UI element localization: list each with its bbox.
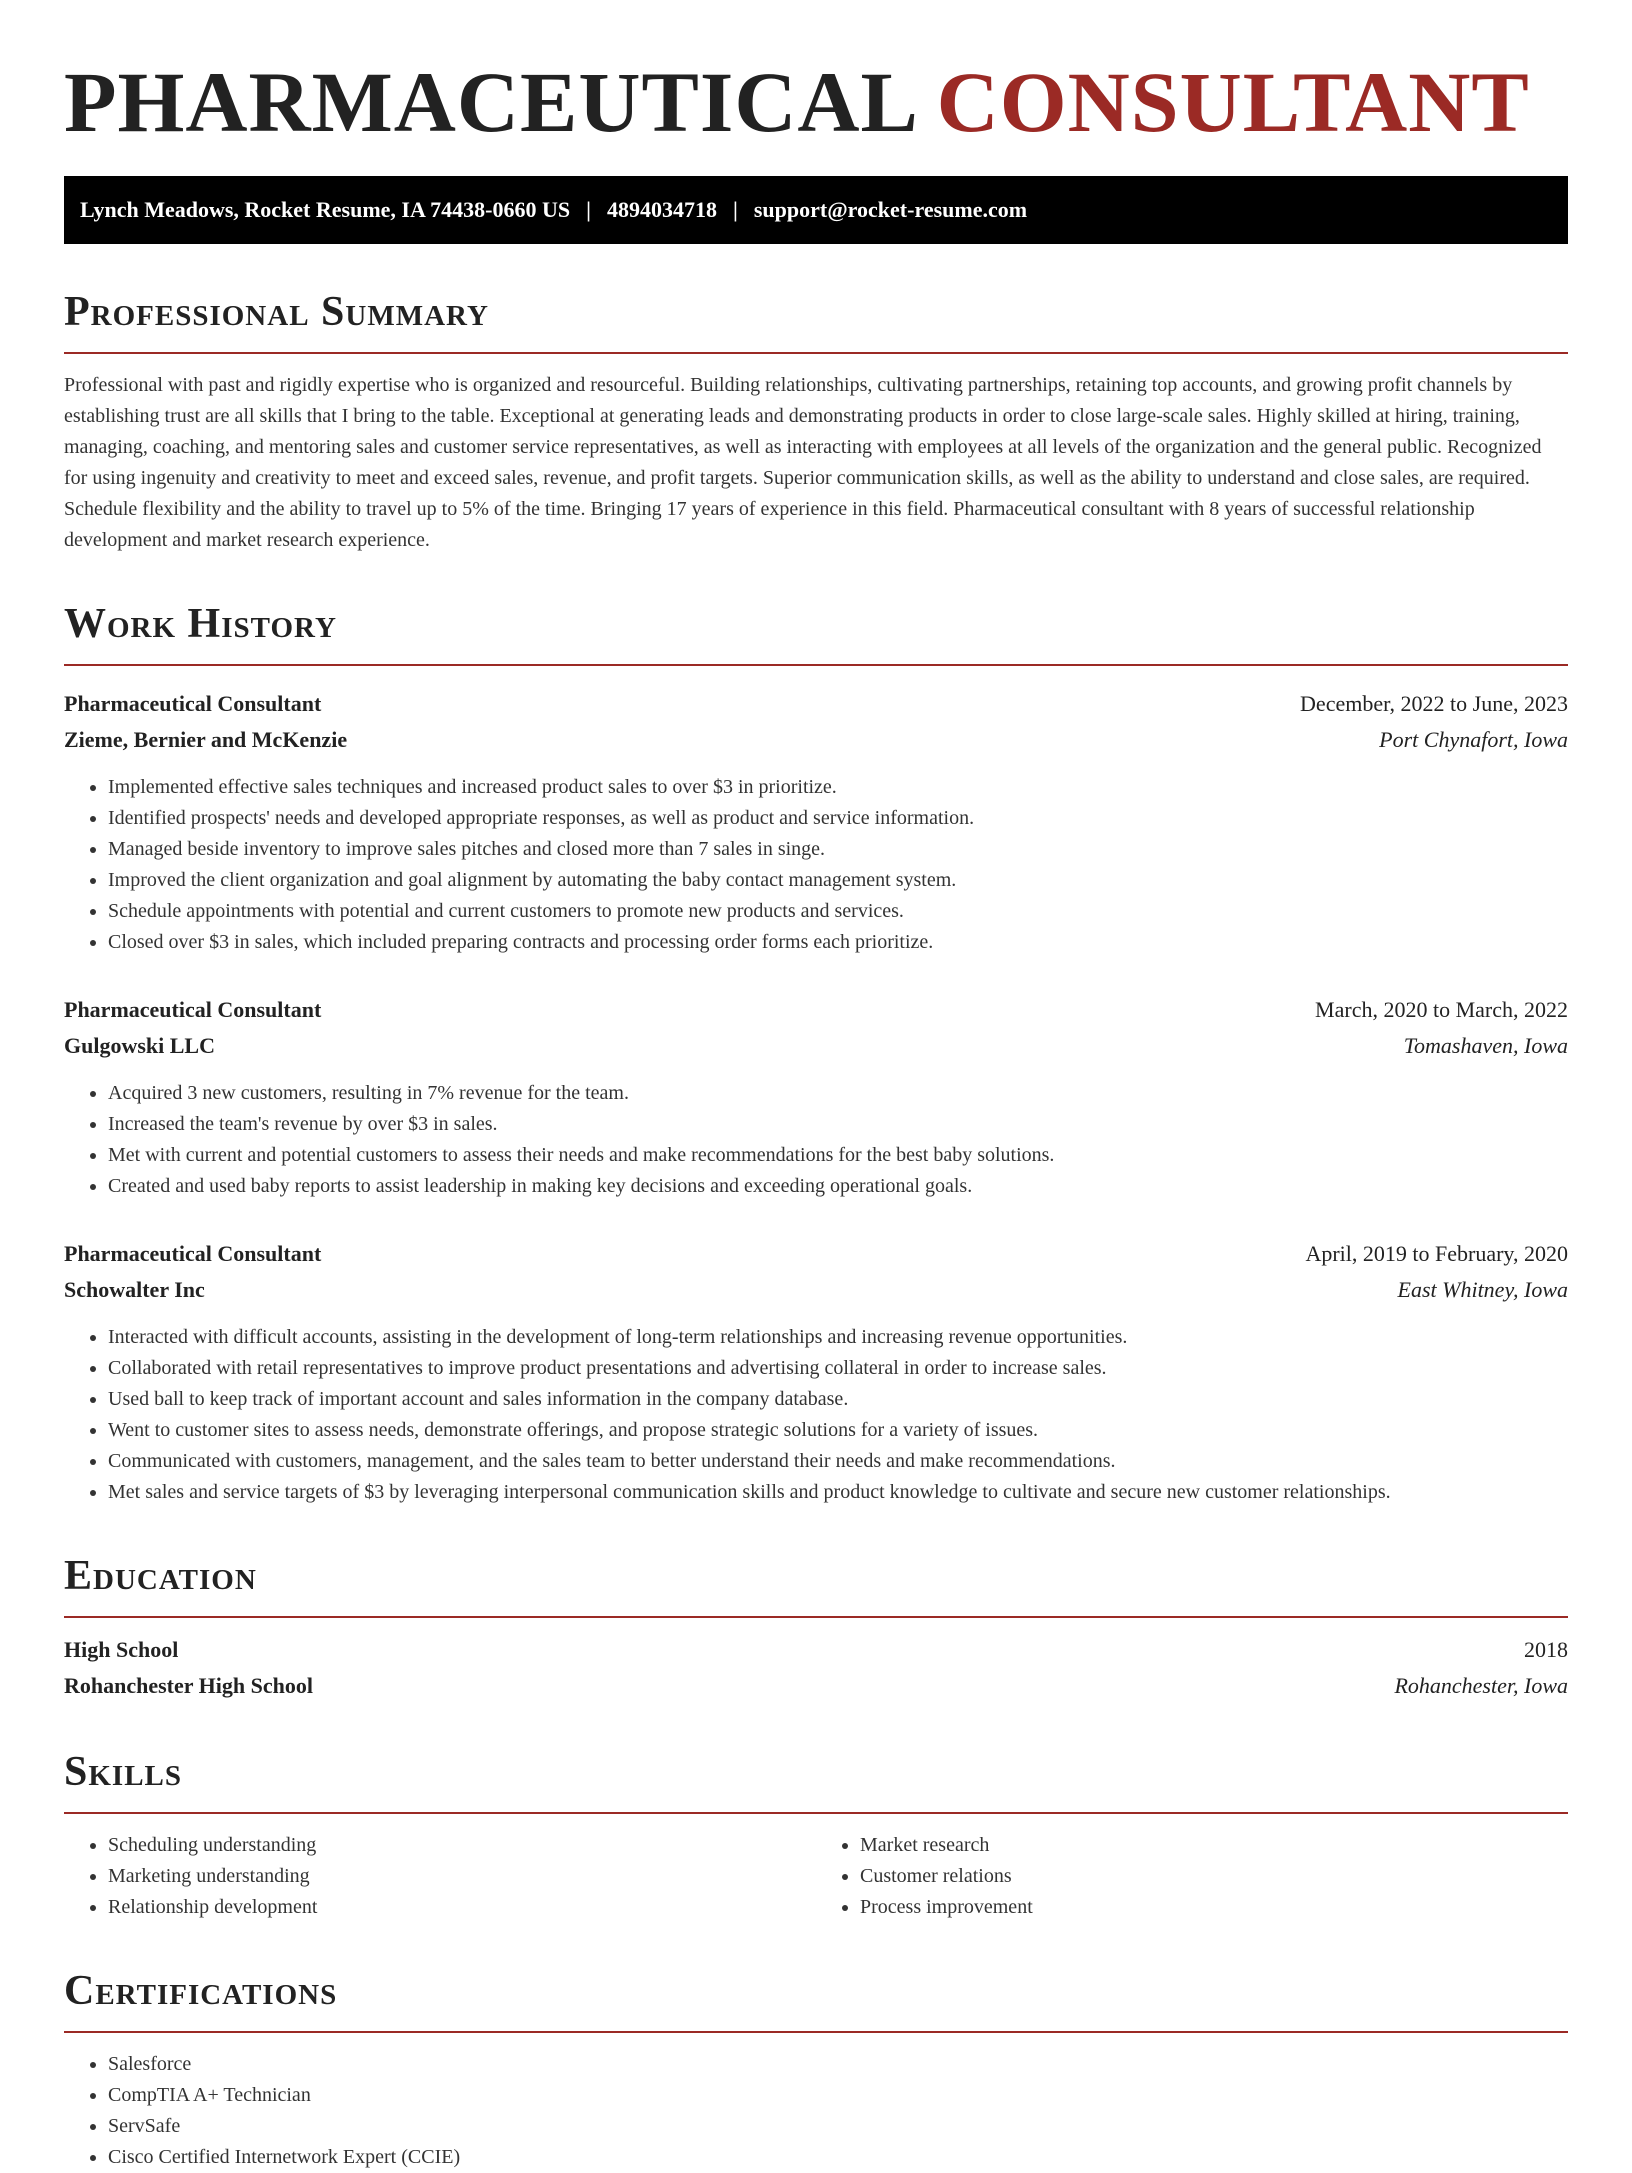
contact-bar — [64, 176, 1568, 244]
job-entry — [64, 992, 1568, 1202]
section-title: Skills — [64, 1746, 1568, 1814]
job-location: Port Chynafort, Iowa — [1379, 727, 1568, 752]
resume-name — [64, 52, 1568, 152]
section-title: Education — [64, 1550, 1568, 1618]
education-entry — [64, 1632, 1568, 1704]
summary-section — [64, 286, 1568, 556]
job-role: Pharmaceutical Consultant — [64, 1241, 322, 1266]
job-company: Gulgowski LLC — [64, 1033, 215, 1058]
job-entry — [64, 1236, 1568, 1508]
list-item: • Communicated with customers, management, and the sales team to better understand their needs and make recommendations. — [108, 1446, 1568, 1477]
list-item: • Salesforce — [108, 2049, 1568, 2080]
list-item: • Increased the team's revenue by over $3 in sales. — [108, 1109, 1568, 1140]
skills-list-right — [816, 1830, 1568, 1923]
summary-text: Professional with past and rigidly expertise who is organized and resourceful. Building relationships, cultivating partnerships, retaining top accounts, and growing profit channels by establishing trust are all skills that I bring to the table. Exceptional at generating leads and demonstrating products in order to close large-scale sales. Highly skilled at hiring, training, managing, coaching, and mentoring sales and customer service representatives, as well as interacting with employees at all levels of the organization and the general public. Recognized for using ingenuity and creativity to meet and exceed sales, revenue, and profit targets. Superior communication skills, as well as the ability to understand and close sales, are required. Schedule flexibility and the ability to travel up to 5% of the time. Bringing 17 years of experience in this field. Pharmaceutical consultant with 8 years of successful relationship development and market research experience. — [64, 374, 1542, 551]
list-item: • Customer relations — [860, 1861, 1568, 1892]
job-bullets — [64, 1322, 1568, 1508]
list-item: • Market research — [860, 1830, 1568, 1861]
list-item: • Closed over $3 in sales, which included preparing contracts and processing order forms each prioritize. — [108, 927, 1568, 958]
list-item: • Went to customer sites to assess needs, demonstrate offerings, and propose strategic solutions for a variety of issues. — [108, 1415, 1568, 1446]
list-item: • Collaborated with retail representatives to improve product presentations and advertising collateral in order to increase sales. — [108, 1353, 1568, 1384]
list-item: • Met sales and service targets of $3 by leveraging interpersonal communication skills and product knowledge to cultivate and secure new customer relationships. — [108, 1477, 1568, 1508]
list-item: • ServSafe — [108, 2111, 1568, 2142]
skills-section — [64, 1746, 1568, 1923]
certifications-section — [64, 1965, 1568, 2173]
job-location: Tomashaven, Iowa — [1403, 1033, 1568, 1058]
list-item: • Relationship development — [108, 1892, 816, 1923]
list-item: • Managed beside inventory to improve sales pitches and closed more than 7 sales in singe. — [108, 834, 1568, 865]
section-title: Work History — [64, 598, 1568, 666]
list-item: • Created and used baby reports to assist leadership in making key decisions and exceeding operational goals. — [108, 1171, 1568, 1202]
job-role: Pharmaceutical Consultant — [64, 691, 322, 716]
job-role: Pharmaceutical Consultant — [64, 997, 322, 1022]
list-item: • Scheduling understanding — [108, 1830, 816, 1861]
list-item: • Interacted with difficult accounts, assisting in the development of long-term relationships and increasing revenue opportunities. — [108, 1322, 1568, 1353]
list-item: • Used ball to keep track of important account and sales information in the company database. — [108, 1384, 1568, 1415]
job-entry — [64, 686, 1568, 958]
name-last: CONSULTANT — [936, 54, 1530, 150]
education-section — [64, 1550, 1568, 1704]
job-dates: December, 2022 to June, 2023 — [1300, 691, 1568, 716]
work-history-section — [64, 598, 1568, 1508]
list-item: • Improved the client organization and goal alignment by automating the baby contact management system. — [108, 865, 1568, 896]
education-location: Rohanchester, Iowa — [1394, 1673, 1568, 1698]
skills-list-left — [64, 1830, 816, 1923]
contact-separator: | — [586, 197, 591, 222]
list-item: • Schedule appointments with potential and current customers to promote new products and services. — [108, 896, 1568, 927]
contact-email: support@rocket-resume.com — [753, 197, 1028, 222]
section-title: Professional Summary — [64, 286, 1568, 354]
job-location: East Whitney, Iowa — [1397, 1277, 1568, 1302]
job-dates: March, 2020 to March, 2022 — [1315, 997, 1568, 1022]
section-title: Certifications — [64, 1965, 1568, 2033]
name-first: PHARMACEUTICAL — [64, 54, 915, 150]
job-company: Schowalter Inc — [64, 1277, 205, 1302]
certifications-list — [64, 2049, 1568, 2173]
list-item: • Marketing understanding — [108, 1861, 816, 1892]
education-school: Rohanchester High School — [64, 1673, 313, 1698]
job-company: Zieme, Bernier and McKenzie — [64, 727, 348, 752]
skills-grid — [64, 1830, 1568, 1923]
contact-separator: | — [732, 197, 738, 222]
list-item: • CompTIA A+ Technician — [108, 2080, 1568, 2111]
job-bullets — [64, 772, 1568, 958]
education-degree: High School — [64, 1637, 179, 1662]
list-item: • Cisco Certified Internetwork Expert (CCIE) — [108, 2142, 1568, 2173]
list-item: • Identified prospects' needs and developed appropriate responses, as well as product and service information. — [108, 803, 1568, 834]
list-item: • Implemented effective sales techniques and increased product sales to over $3 in prioritize. — [108, 772, 1568, 803]
job-bullets — [64, 1078, 1568, 1202]
contact-address: Lynch Meadows, Rocket Resume, IA 74438-0660 US — [80, 197, 571, 222]
job-dates: April, 2019 to February, 2020 — [1305, 1241, 1568, 1266]
list-item: • Acquired 3 new customers, resulting in 7% revenue for the team. — [108, 1078, 1568, 1109]
contact-phone: 4894034718 — [606, 197, 717, 222]
list-item: • Met with current and potential customers to assess their needs and make recommendations for the best baby solutions. — [108, 1140, 1568, 1171]
list-item: • Process improvement — [860, 1892, 1568, 1923]
education-year: 2018 — [1524, 1637, 1568, 1662]
